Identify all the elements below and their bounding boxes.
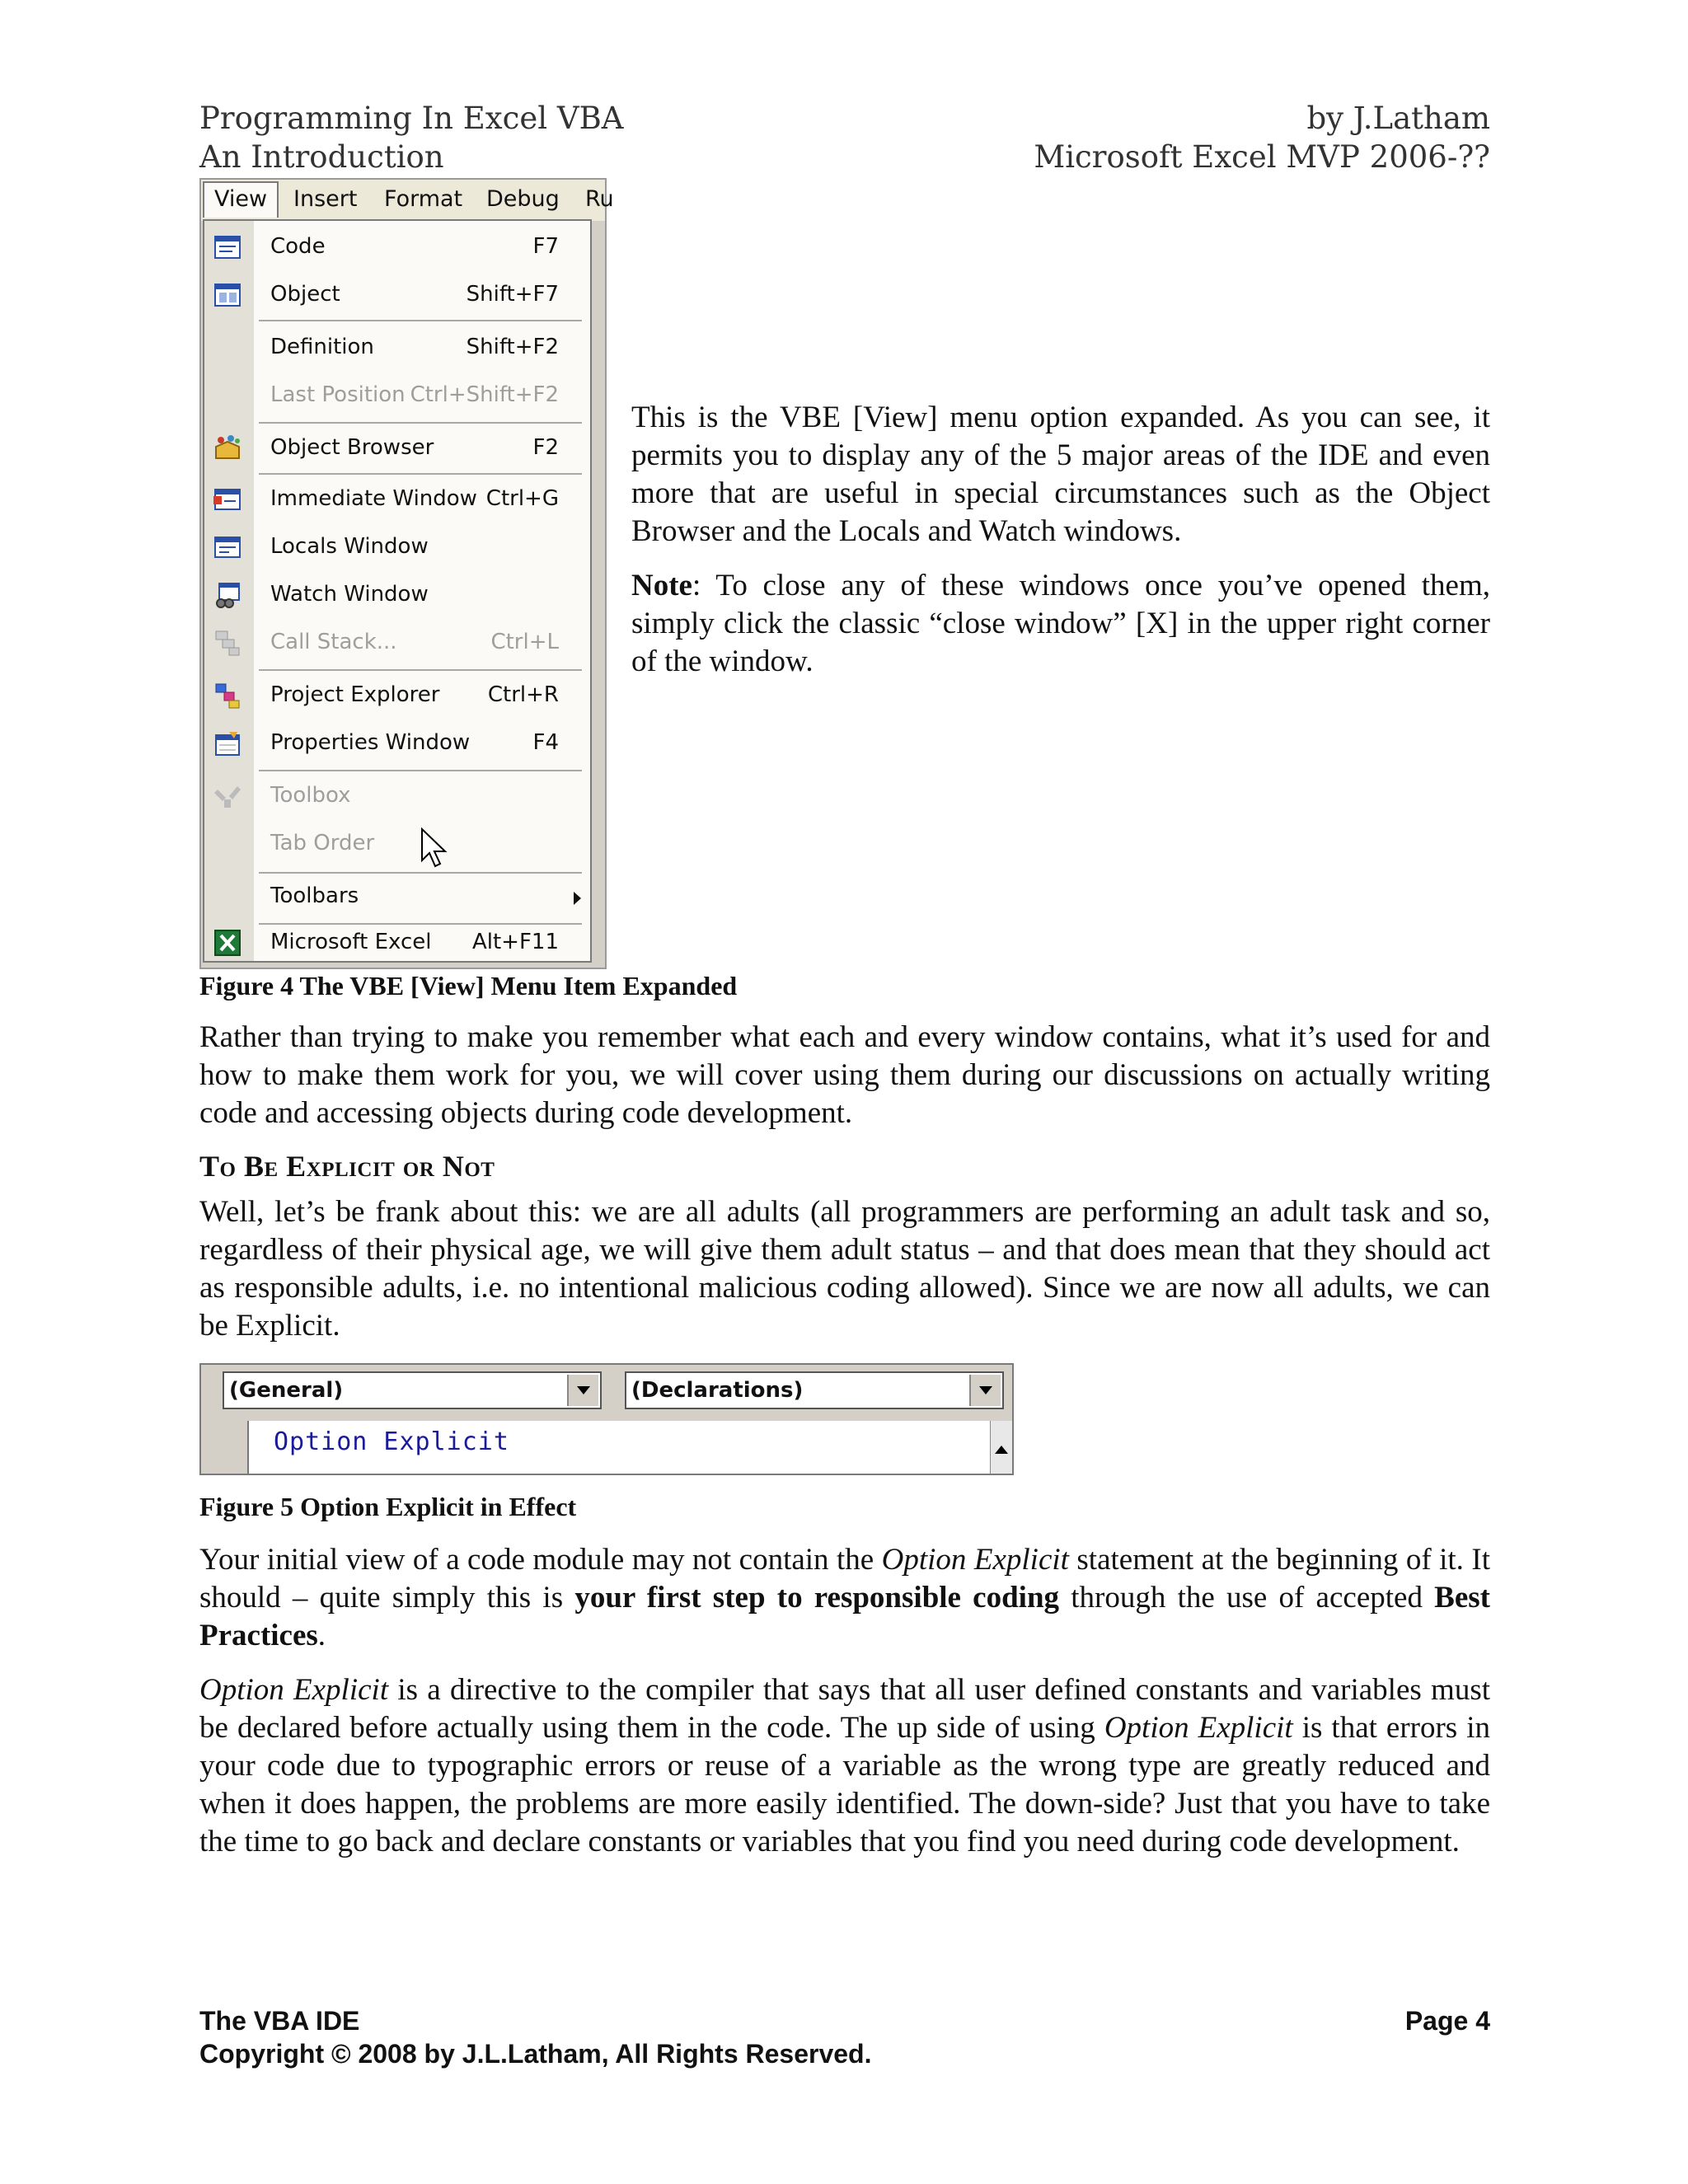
- menu-item-shortcut: F7: [532, 234, 559, 259]
- text-run: through the use of accepted: [1059, 1581, 1435, 1615]
- scroll-up-icon[interactable]: [995, 1446, 1008, 1454]
- object-combo[interactable]: [223, 1371, 602, 1409]
- menu-item-properties-window[interactable]: [204, 720, 590, 766]
- menu-item-shortcut: Ctrl+L: [490, 630, 559, 654]
- menu-item-label: Call Stack...: [270, 630, 397, 654]
- menu-item-shortcut: Ctrl+R: [487, 682, 559, 707]
- menu-item-label: Code: [270, 234, 326, 259]
- menu-view[interactable]: View: [203, 181, 279, 218]
- menu-item-immediate-window[interactable]: [204, 476, 590, 523]
- menu-item-label: Locals Window: [270, 534, 429, 559]
- code-editor[interactable]: [247, 1421, 991, 1474]
- menu-item-label: Immediate Window: [270, 486, 477, 511]
- vbe-menubar: [201, 180, 614, 221]
- menu-separator: [259, 422, 582, 424]
- menu-separator: [259, 669, 582, 671]
- object-combo-value: (General): [229, 1378, 344, 1403]
- header-mvp: Microsoft Excel MVP 2006-??: [1034, 139, 1490, 175]
- menu-item-shortcut: Ctrl+Shift+F2: [410, 382, 559, 407]
- menu-item-shortcut: Alt+F11: [471, 930, 559, 954]
- menu-item-shortcut: Shift+F2: [466, 335, 559, 359]
- vertical-scrollbar[interactable]: [990, 1421, 1012, 1474]
- italic-run: Option Explicit: [199, 1673, 389, 1707]
- code-line: Option Explicit: [274, 1427, 509, 1456]
- menu-format[interactable]: Format: [384, 186, 463, 212]
- figure5-screenshot: [199, 1363, 1014, 1475]
- view-dropdown: [203, 219, 592, 963]
- italic-run: Option Explicit: [1104, 1711, 1293, 1745]
- menu-debug[interactable]: Debug: [486, 186, 560, 212]
- note-paragraph: [631, 567, 1490, 681]
- footer-copyright: Copyright © 2008 by J.L.Latham, All Rights Reserved.: [199, 2039, 872, 2069]
- menu-item-label: Definition: [270, 335, 374, 359]
- menu-item-label: Last Position: [270, 382, 406, 407]
- menu-item-shortcut: Shift+F7: [466, 282, 559, 307]
- menu-item-object[interactable]: [204, 272, 590, 318]
- text-run: statement at the beginning of it. It should – quite simply this is: [199, 1543, 1490, 1615]
- object-browser-icon: [213, 434, 242, 463]
- menu-run[interactable]: Ru: [585, 186, 614, 212]
- menu-item-microsoft-excel[interactable]: [204, 920, 590, 966]
- note-label: Note: [631, 569, 692, 602]
- menu-item-call-stack: [204, 620, 590, 666]
- chevron-down-icon[interactable]: [567, 1375, 598, 1406]
- menu-item-label: Object Browser: [270, 435, 434, 460]
- section-heading: To Be Explicit or Not: [199, 1150, 495, 1183]
- code-window-icon: [213, 232, 242, 262]
- header-author: by J.Latham: [1306, 101, 1490, 136]
- header-left: [199, 99, 624, 176]
- submenu-arrow-icon: [574, 892, 581, 905]
- figure4-screenshot: [199, 178, 614, 969]
- menu-item-shortcut: Ctrl+G: [485, 486, 559, 511]
- menu-item-label: Watch Window: [270, 582, 429, 607]
- paragraph-option-explicit: [199, 1671, 1490, 1861]
- text-run: is a directive to the compiler that says that all user defined constants and variables must be declared before actually using them in the code. The up side of using: [199, 1673, 1490, 1745]
- object-window-icon: [213, 280, 242, 310]
- italic-run: Option Explicit: [881, 1543, 1069, 1577]
- menu-item-label: Object: [270, 282, 340, 307]
- menu-item-label: Project Explorer: [270, 682, 440, 707]
- bold-run: Best Practices: [199, 1581, 1490, 1652]
- toolbox-icon: [213, 781, 242, 811]
- excel-icon: [213, 928, 242, 958]
- call-stack-icon: [213, 628, 242, 658]
- note-text: : To close any of these windows once you’ve opened them, simply click the classic “close window” [X] in the upper right corner of the window.: [631, 569, 1490, 678]
- text-run: is that errors in your code due to typographic errors or reuse of a variable as the wrong type are greatly reduced and when it does happen, the problems are more easily identified. The down-side? Just that you have to take the time to go back and declare constants or variables that you find you need during code development.: [199, 1711, 1490, 1858]
- figure5-caption: Figure 5 Option Explicit in Effect: [199, 1492, 577, 1521]
- footer-section: The VBA IDE: [199, 2006, 360, 2036]
- procedure-combo-value: (Declarations): [631, 1378, 804, 1403]
- menu-item-project-explorer[interactable]: [204, 673, 590, 719]
- menu-item-definition[interactable]: [204, 325, 590, 371]
- project-explorer-icon: [213, 681, 242, 710]
- paragraph-well: Well, let’s be frank about this: we are all adults (all programmers are performing an adult task and so, regardless of their physical age, we will give them adult status – and that does mean that they should act as responsible adults, i.e. no intentional malicious coding allowed). Since we are now all adults, we can be Explicit.: [199, 1195, 1490, 1343]
- paragraph-initial: [199, 1541, 1490, 1655]
- text-run: Your initial view of a code module may not contain the: [199, 1543, 882, 1577]
- menu-item-object-browser[interactable]: [204, 425, 590, 471]
- procedure-combo[interactable]: [625, 1371, 1004, 1409]
- menu-item-toolbars[interactable]: [204, 874, 590, 920]
- mouse-cursor-icon: [420, 827, 448, 869]
- figure4-caption: Figure 4 The VBE [View] Menu Item Expanded: [199, 971, 738, 1001]
- menu-separator: [259, 320, 582, 321]
- watch-window-icon: [213, 580, 242, 610]
- text-run: .: [317, 1619, 326, 1652]
- header-title: Programming In Excel VBA: [199, 101, 624, 136]
- menu-item-toolbox: [204, 773, 590, 819]
- menu-insert[interactable]: Insert: [293, 186, 358, 212]
- chevron-down-icon[interactable]: [969, 1375, 1001, 1406]
- menu-separator: [259, 473, 582, 475]
- menu-item-watch-window[interactable]: [204, 572, 590, 618]
- properties-window-icon: [213, 729, 242, 758]
- header-subtitle: An Introduction: [199, 139, 444, 175]
- menu-item-code[interactable]: [204, 224, 590, 270]
- menu-item-label: Toolbox: [270, 783, 351, 808]
- locals-window-icon: [213, 532, 242, 562]
- menu-item-label: Properties Window: [270, 730, 471, 755]
- bold-run: your first step to responsible coding: [574, 1581, 1060, 1615]
- menu-item-shortcut: F2: [532, 435, 559, 460]
- immediate-window-icon: [213, 485, 242, 514]
- footer-page-number: Page 4: [1404, 2006, 1490, 2036]
- menu-separator: [259, 770, 582, 771]
- menu-item-last-position: [204, 373, 590, 419]
- footer-left: [199, 2004, 871, 2070]
- menu-item-tab-order: [204, 821, 590, 867]
- menu-item-label: Tab Order: [270, 831, 375, 855]
- paragraph-rather: Rather than trying to make you remember what each and every window contains, what it’s used for and how to make them work for you, we will cover using them during our discussions on actually writing code and accessing objects during code development.: [199, 1020, 1490, 1130]
- menu-item-locals-window[interactable]: [204, 524, 590, 570]
- side-paragraph: This is the VBE [View] menu option expanded. As you can see, it permits you to display any of the 5 major areas of the IDE and even more that are useful in special circumstances such as the Object Browser and the Locals and Watch windows.: [631, 401, 1490, 548]
- menu-item-label: Microsoft Excel: [270, 930, 432, 954]
- menu-item-label: Toolbars: [270, 883, 359, 908]
- menu-item-shortcut: F4: [532, 730, 559, 755]
- header-right: [1034, 99, 1490, 176]
